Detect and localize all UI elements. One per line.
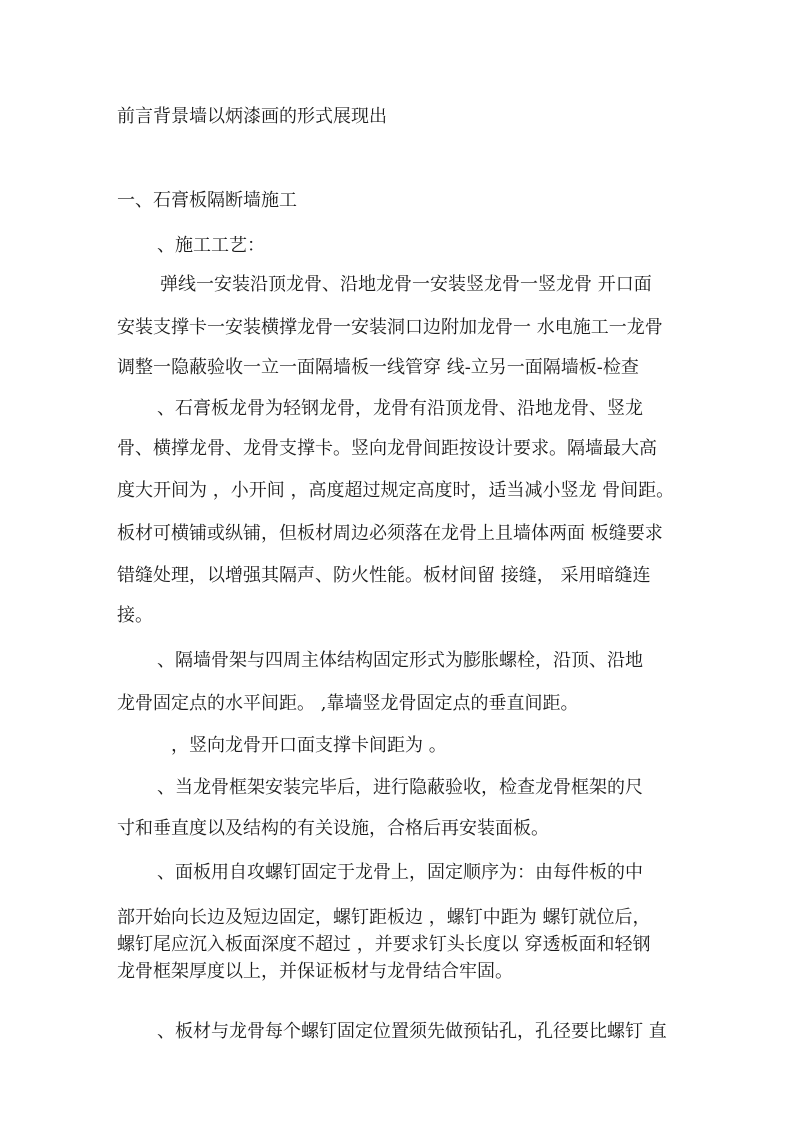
paragraph-1-line-2: 安装支撑卡一安装横撑龙骨一安装洞口边附加龙骨一 水电施工一龙骨 xyxy=(117,317,663,338)
paragraph-3-line-3: ，竖向龙骨开口面支撑卡间距为 。 xyxy=(171,735,447,756)
paragraph-3-line-2: 龙骨固定点的水平间距。 ,靠墙竖龙骨固定点的垂直间距。 xyxy=(117,693,579,714)
paragraph-2-line-3: 度大开间为 ，小开间 ，高度超过规定高度时，适当减小竖龙 骨间距。 xyxy=(117,480,675,501)
paragraph-5-line-1: 、面板用自攻螺钉固定于龙骨上，固定顺序为：由每件板的中 xyxy=(157,862,643,883)
paragraph-2-line-6: 接。 xyxy=(117,605,153,626)
preface-text: 前言背景墙以炳漆画的形式展现出 xyxy=(117,106,387,127)
paragraph-2-line-1: 、石膏板龙骨为轻钢龙骨，龙骨有沿顶龙骨、沿地龙骨、竖龙 xyxy=(157,398,643,419)
paragraph-5-line-3: 螺钉尾应沉入板面深度不超过 ，并要求钉头长度以 穿透板面和轻钢 xyxy=(117,934,651,955)
paragraph-5-line-4: 龙骨框架厚度以上，并保证板材与龙骨结合牢固。 xyxy=(117,961,513,982)
paragraph-2-line-5: 错缝处理，以增强其隔声、防火性能。板材间留 接缝， 采用暗缝连 xyxy=(117,565,651,586)
paragraph-5-line-2: 部开始向长边及短边固定，螺钉距板边 ，螺钉中距为 螺钉就位后， xyxy=(117,907,651,928)
paragraph-3-line-1: 、隔墙骨架与四周主体结构固定形式为膨胀螺栓，沿顶、沿地 xyxy=(157,650,643,671)
paragraph-4-line-1: 、当龙骨框架安装完毕后，进行隐蔽验收，检查龙骨框架的尺 xyxy=(157,777,643,798)
paragraph-1-line-3: 调整一隐蔽验收一立一面隔墙板一线管穿 线-立另一面隔墙板-检查 xyxy=(117,357,639,378)
subsection-title: 、施工工艺： xyxy=(157,235,265,256)
paragraph-2-line-2: 骨、横撑龙骨、龙骨支撑卡。竖向龙骨间距按设计要求。隔墙最大高 xyxy=(117,438,657,459)
paragraph-2-line-4: 板材可横铺或纵铺，但板材周边必须落在龙骨上且墙体两面 板缝要求 xyxy=(117,523,663,544)
section-title: 一、石膏板隔断墙施工 xyxy=(117,190,297,211)
paragraph-4-line-2: 寸和垂直度以及结构的有关设施，合格后再安装面板。 xyxy=(117,818,549,839)
paragraph-1-line-1: 弹线一安装沿顶龙骨、沿地龙骨一安装竖龙骨一竖龙骨 开口面 xyxy=(160,274,652,295)
paragraph-6-line-1: 、板材与龙骨每个螺钉固定位置须先做预钻孔，孔径要比螺钉 直 xyxy=(157,1021,667,1042)
